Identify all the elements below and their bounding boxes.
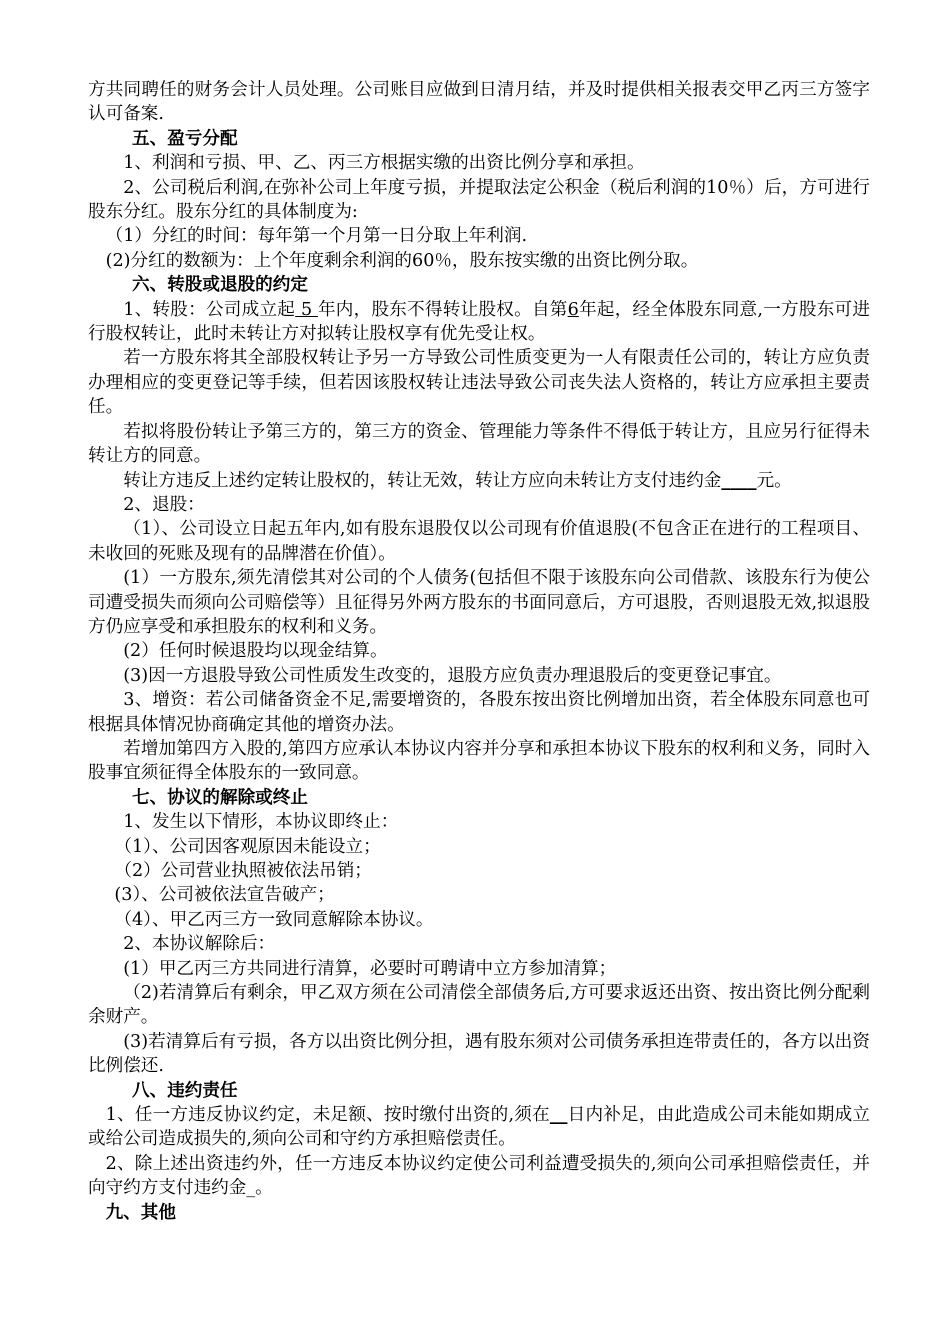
paragraph: （2)若清算后有剩余，甲乙双方须在公司清偿全部债务后,方可要求返还出资、按出资比例分配剩余财产。 — [88, 983, 870, 1028]
paragraph: 方共同聘任的财务会计人员处理。公司账目应做到日清月结，并及时提供相关报表交甲乙丙三方签字认可备案. — [88, 80, 870, 125]
paragraph: （2）公司营业执照被依法吊销； — [114, 861, 372, 881]
paragraph: （4）、甲乙丙三方一致同意解除本协议。 — [114, 909, 434, 930]
text: 1、任一方违反协议约定，未足额、按时缴付出资的,须在 — [105, 1105, 550, 1126]
paragraph: (2)分红的数额为：上个年度剩余利润的60％，股东按实缴的出资比例分取。 — [105, 250, 699, 271]
text: 1、转股：公司成立起 — [123, 299, 296, 320]
paragraph — [88, 1152, 870, 1201]
text: 年内，股东不得转让股权。自第 — [317, 299, 568, 320]
paragraph — [88, 469, 870, 493]
paragraph: 1、发生以下情形，本协议即终止： — [123, 812, 399, 833]
section-heading-5: 五、盈亏分配 — [132, 127, 238, 149]
paragraph: (3）、公司被依法宣告破产； — [114, 885, 335, 906]
paragraph: 2、公司税后利润,在弥补公司上年度亏损，并提取法定公积金（税后利润的10％）后，方可进行股东分红。股东分红的具体制度为: — [88, 177, 870, 223]
section-heading-8: 八、违约责任 — [132, 1079, 238, 1101]
paragraph: （1）分红的时间：每年第一个月第一日分取上年利润. — [105, 226, 528, 247]
text: 转让方违反上述约定转让股权的，转让无效，转让方应向未转让方支付违约金 — [123, 470, 722, 491]
paragraph: 2、本协议解除后： — [123, 934, 276, 955]
paragraph — [88, 1103, 870, 1152]
paragraph: （1）、公司设立日起五年内,如有股东退股仅以公司现有价值退股(不包含正在进行的工程项目、未收回的死账及现有的品牌潜在价值）。 — [88, 519, 870, 564]
text: 日内补足，由此造成公司未能如期成立或给公司造成损失的,须向公司和守约方承担赔偿责任。 — [88, 1105, 870, 1150]
paragraph: (2）任何时候退股均以现金结算。 — [123, 641, 388, 662]
filled-blank: 6 — [567, 299, 579, 320]
paragraph: (3)因一方退股导致公司性质发生改变的，退股方应负责办理退股后的变更登记事宜。 — [123, 665, 782, 686]
blank-line: ____ — [721, 469, 757, 491]
paragraph: (1）一方股东,须先清偿其对公司的个人债务(包括但不限于该股东向公司借款、该股东行为使公司遭受损失而须向公司赔偿等）且征得另外两方股东的书面同意后，方可退股，否则退股无效,拟退股方仍应享受和承担股东的权利和义务。 — [88, 568, 870, 637]
text: 2、除上述出资违约外，任一方违反本协议约定使公司利益遭受损失的,须向公司承担赔偿责任，并向守约方支付违约金 — [88, 1153, 870, 1199]
paragraph: 若增加第四方入股的,第四方应承认本协议内容并分享和承担本协议下股东的权利和义务，同时入股事宜须征得全体股东的一致同意。 — [88, 738, 870, 784]
paragraph: 2、退股： — [123, 494, 205, 515]
text: 。 — [255, 1178, 273, 1199]
text: 年起，经全体股东同意,一方股东可进行股权转让，此时未转让方对拟转让股权享有优先受让权。 — [88, 299, 870, 345]
section-heading-9: 九、其他 — [105, 1201, 176, 1223]
blank-line: _ — [246, 1178, 256, 1199]
paragraph: (1）甲乙丙三方共同进行清算，必要时可聘请中立方参加清算； — [123, 958, 617, 979]
text: 元。 — [756, 470, 792, 491]
section-heading-6: 六、转股或退股的约定 — [132, 274, 308, 296]
paragraph: (3)若清算后有亏损，各方以出资比例分担，遇有股东须对公司债务承担连带责任的，各方以出资比例偿还. — [88, 1031, 870, 1077]
section-heading-7: 七、协议的解除或终止 — [132, 786, 308, 808]
paragraph: 1、利润和亏损、甲、乙、丙三方根据实缴的出资比例分享和承担。 — [123, 153, 645, 174]
paragraph: 若拟将股份转让予第三方的，第三方的资金、管理能力等条件不得低于转让方，且应另行征得未转让方的同意。 — [88, 421, 870, 467]
paragraph — [88, 298, 870, 347]
paragraph: （1）、公司因客观原因未能设立； — [114, 836, 381, 857]
filled-blank: 5 — [295, 299, 318, 320]
document-page — [88, 78, 870, 1225]
paragraph: 3、增资：若公司储备资金不足,需要增资的，各股东按出资比例增加出资，若全体股东同意也可根据具体情况协商确定其他的增资办法。 — [88, 690, 870, 735]
paragraph: 若一方股东将其全部股权转让予另一方导致公司性质变更为一人有限责任公司的，转让方应负责办理相应的变更登记等手续，但若因该股权转让违法导致公司丧失法人资格的，转让方应承担主要责任。 — [88, 348, 870, 418]
blank-line: __ — [549, 1104, 568, 1126]
